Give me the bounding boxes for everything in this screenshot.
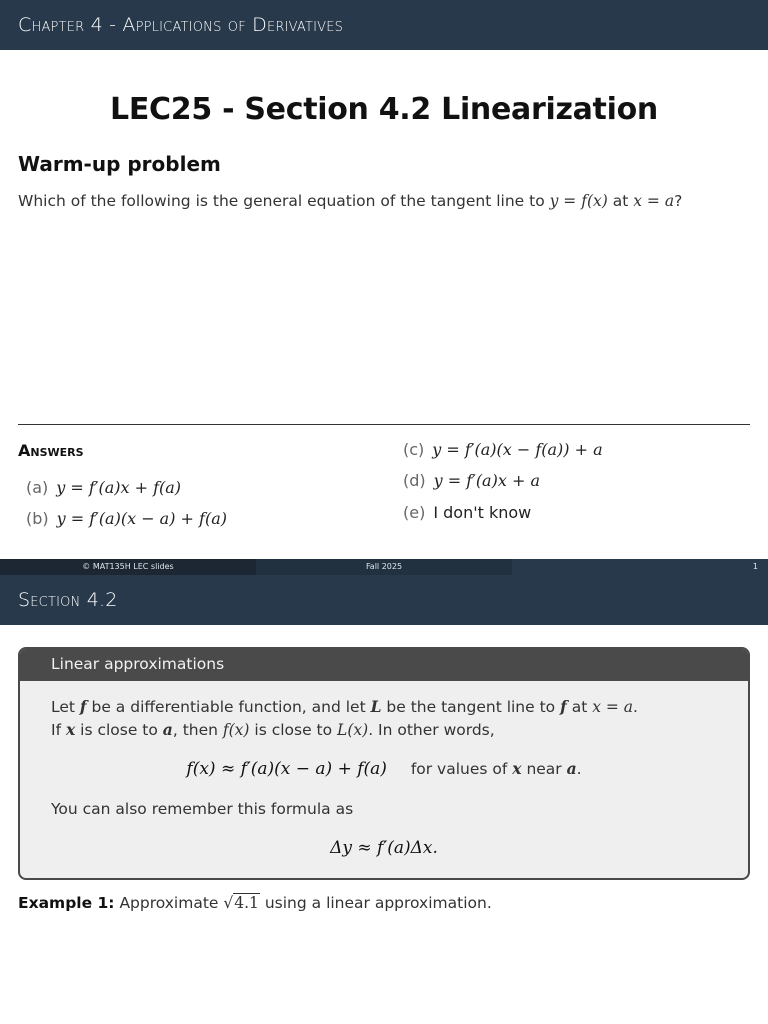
slide-title: LEC25 - Section 4.2 Linearization [110,92,658,127]
answer-option-d[interactable] [403,471,540,490]
answer-option-e[interactable] [403,503,531,522]
section-title: Section 4.2 [18,589,118,611]
answers-divider [18,424,750,425]
question-math-point: x = a [633,192,675,210]
radicand: 4.1 [234,894,259,912]
option-expression: y = f′(a)x + a [433,471,540,490]
option-letter: (a) [26,478,49,497]
warmup-heading: Warm-up problem [18,152,221,176]
option-expression: y = f′(a)(x − a) + f(a) [56,509,227,528]
delta-formula: Δy ≈ f′(a)Δx. [330,838,438,858]
option-expression: y = f′(a)x + f(a) [56,478,182,497]
warmup-question [18,192,682,210]
answer-option-a[interactable] [26,478,181,497]
example-label: Example 1: [18,894,115,912]
linear-approximation-formula: f(x) ≈ f′(a)(x − a) + f(a) for values of x near a. [186,759,582,779]
definition-box [18,647,750,880]
option-letter: (c) [403,440,425,459]
answers-label: Answers [18,441,84,460]
definition-box-title: Linear approximations [20,649,748,681]
example-text-post: using a linear approximation. [259,894,492,912]
slide-footer [0,559,768,575]
option-expression: I don't know [433,503,532,522]
chapter-title: Chapter 4 - Applications of Derivatives [18,14,344,36]
answer-option-c[interactable] [403,440,603,459]
definition-line-2: If x is close to a, then f(x) is close to L(x). In other words, [51,720,495,739]
option-letter: (b) [26,509,49,528]
slide1-header [0,0,768,50]
definition-line-1: Let f be a differentiable function, and let L be the tangent line to f at x = a. [51,697,638,716]
option-letter: (d) [403,471,426,490]
question-text-pre: Which of the following is the general equation of the tangent line to [18,192,550,210]
formula-expression: f(x) ≈ f′(a)(x − a) + f(a) [186,759,387,779]
definition-box-body [20,681,748,880]
remember-text: You can also remember this formula as [51,800,354,818]
option-expression: y = f′(a)(x − f(a)) + a [432,440,603,459]
example-1 [18,894,492,912]
square-root: √4.1 [223,894,259,912]
footer-copyright: © MAT135H LEC slides [0,559,256,575]
footer-page-number: 1 [512,559,768,575]
answer-option-b[interactable] [26,509,227,528]
question-text-post: ? [674,192,683,210]
example-text-pre: Approximate [119,894,224,912]
footer-term: Fall 2025 [256,559,512,575]
question-text-mid: at [607,192,634,210]
slide2-header [0,575,768,625]
option-letter: (e) [403,503,426,522]
question-math-function: y = f(x) [549,192,608,210]
